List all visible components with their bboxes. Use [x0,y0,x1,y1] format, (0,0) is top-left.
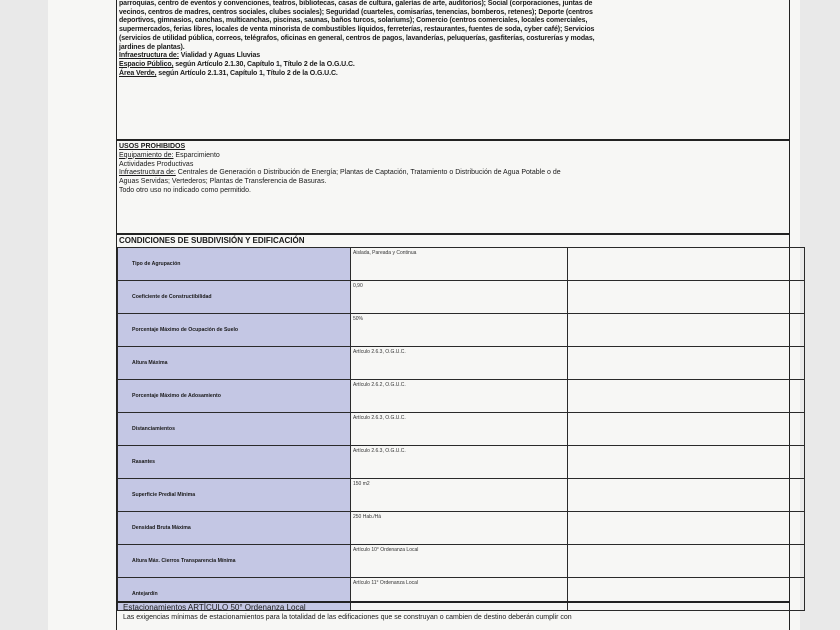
infra-permitted [119,52,787,61]
row-value: Artículo 2.6.2, O.G.U.C. [351,380,568,413]
row-value: 50% [351,314,568,347]
infra-label: Infraestructura de: [119,52,179,60]
prohibited-uses [119,143,787,196]
row-empty-cell [568,413,805,446]
row-empty-cell [568,479,805,512]
parking-section [123,603,787,623]
row-empty-cell [568,314,805,347]
row-value: Artículo 10° Ordenanza Local [351,545,568,578]
row-label: Altura Máx. Cierros Transparencia Mínima [118,545,351,578]
row-label: Superficie Predial Mínima [118,479,351,512]
row-label: Densidad Bruta Máxima [118,512,351,545]
parking-title: Estacionamientos ARTÍCULO 50° Ordenanza Local [123,603,306,612]
row-label: Porcentaje Máximo de Ocupación de Suelo [118,314,351,347]
row-label: Distanciamientos [118,413,351,446]
table-row [118,248,805,281]
prohibited-title: USOS PROHIBIDOS [119,143,186,150]
table-row [118,380,805,413]
public-space [119,61,787,70]
text-line: parroquias, centro de eventos y convenciones, teatros, bibliotecas, casas de cultura, galerías de arte, auditorios); Social (corporaciones, juntas de [119,0,593,7]
row-empty-cell [568,281,805,314]
conditions-table [117,247,805,611]
row-label: Antejardín [118,578,351,611]
equip-label: Equipamiento de: [119,151,174,159]
row-value: 150 m2 [351,479,568,512]
table-row [118,479,805,512]
row-label: Altura Máxima [118,347,351,380]
row-empty-cell [568,512,805,545]
text-line: deportivos, gimnasios, canchas, multicanchas, piscinas, saunas, baños turcos, solariums); Comercio (centros comerciales, locales comerciales, [119,17,588,25]
table-row [118,446,805,479]
infra-text: Centrales de Generación o Distribución de Energía; Plantas de Captación, Tratamiento o Distribución de Agua Potable o de [175,169,561,177]
row-value: 0,90 [351,281,568,314]
infra-text: Vialidad y Aguas Lluvias [178,52,261,60]
text-line: supermercados, ferias libres, locales de venta minorista de combustibles líquidos, ferreterías, restaurantes, fuentes de soda, cyber café); Servicios [119,26,595,34]
table-row [118,512,805,545]
divider [117,139,789,141]
row-label: Tipo de Agrupación [118,248,351,281]
prohibited-infra-cont: Aguas Servidas; Vertederos; Plantas de Transferencia de Basuras. [119,178,327,186]
green-area-text: según Artículo 2.1.31, Capítulo 1, Título 2 de la O.G.U.C. [156,69,338,77]
row-empty-cell [568,380,805,413]
permitted-uses-text [119,0,787,78]
zoning-sheet [116,0,790,630]
table-row [118,314,805,347]
prohibited-other: Todo otro uso no indicado como permitido. [119,186,251,194]
text-line: vecinos, centros de madres, centros sociales, clubes sociales); Seguridad (cuarteles, comisarías, tenencias, bomberos, retenes); Deporte (centros [119,8,593,16]
row-value: Artículo 2.6.3, O.G.U.C. [351,347,568,380]
row-value: Artículo 2.6.3, O.G.U.C. [351,446,568,479]
table-row [118,545,805,578]
row-empty-cell [568,446,805,479]
infra-label: Infraestructura de: [119,169,176,177]
parking-text: Las exigencias mínimas de estacionamientos para la totalidad de las edificaciones que se construyan o cambien de destino deberán cumplir con [123,614,572,621]
row-value: Aislada, Pareada y Continua [351,248,568,281]
prohibited-equipment [119,152,787,161]
row-empty-cell [568,347,805,380]
public-space-label: Espacio Público, [119,60,174,68]
green-area-label: Área Verde, [119,69,157,77]
public-space-text: según Artículo 2.1.30, Capítulo 1, Título 2 de la O.G.U.C. [173,60,355,68]
row-label: Rasantes [118,446,351,479]
divider [117,233,789,235]
text-line: (servicios de utilidad pública, correos, telégrafos, oficinas en general, centros de pagos, lavanderías, peluquerías, gasfiterías, costurerías y modas, [119,34,595,42]
row-value: Artículo 11° Ordenanza Local [351,578,568,611]
prohibited-infra [119,169,787,178]
row-label: Porcentaje Máximo de Adosamiento [118,380,351,413]
row-value: 250 Hab./Há [351,512,568,545]
row-value: Artículo 2.6.3, O.G.U.C. [351,413,568,446]
row-empty-cell [568,248,805,281]
conditions-title: CONDICIONES DE SUBDIVISIÓN Y EDIFICACIÓN [119,236,305,245]
prohibited-activities: Actividades Productivas [119,160,194,168]
row-empty-cell [568,545,805,578]
text-line: jardines de plantas). [119,43,185,51]
table-row [118,413,805,446]
table-row [118,347,805,380]
table-row [118,281,805,314]
row-label: Coeficiente de Constructibilidad [118,281,351,314]
green-area [119,70,787,79]
equip-text: Esparcimiento [173,151,220,159]
